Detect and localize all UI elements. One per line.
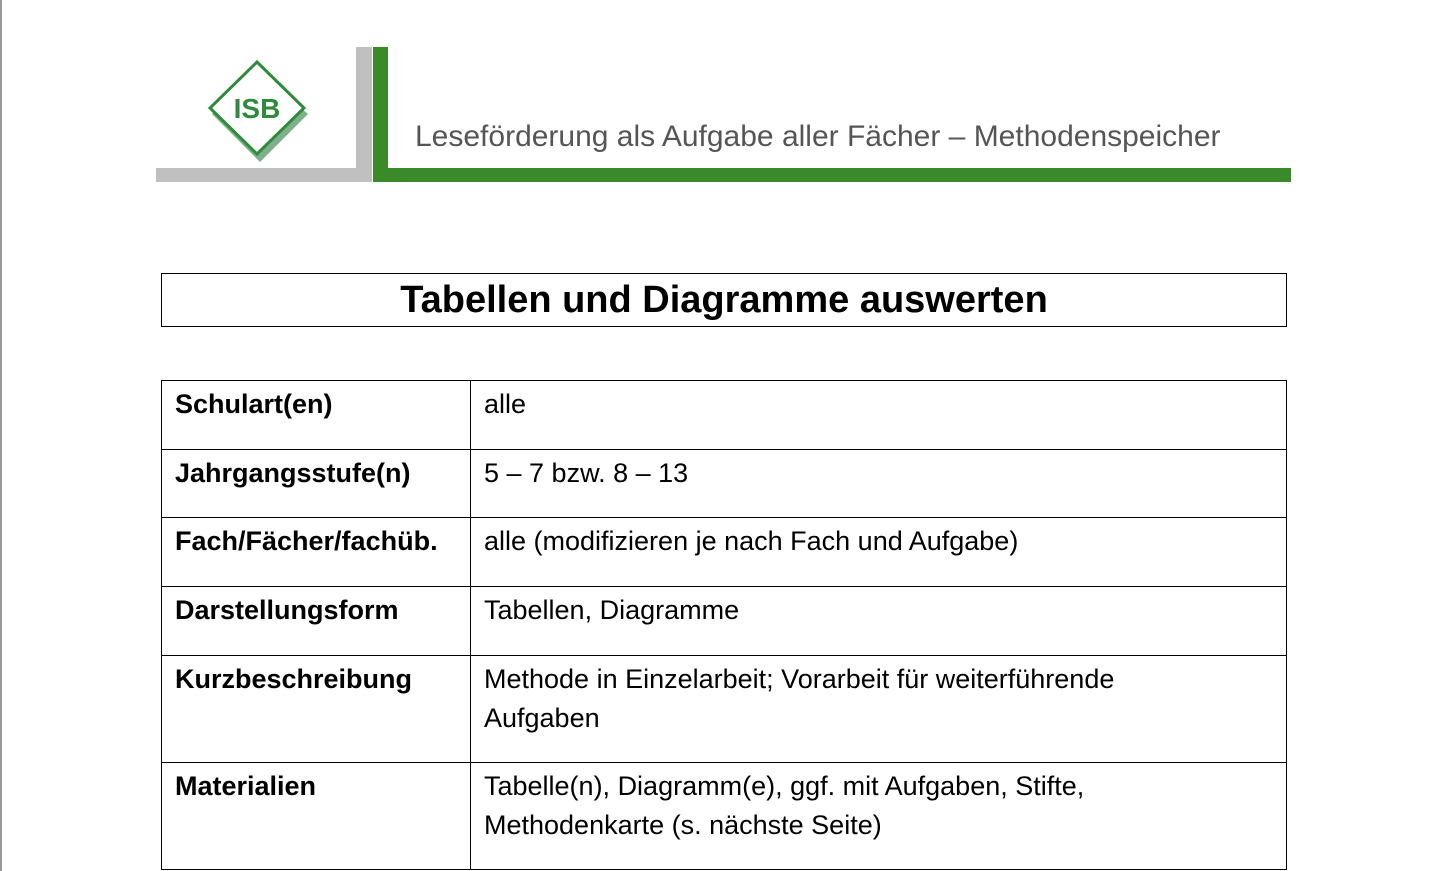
header-green-horizontal-bar xyxy=(373,168,1291,182)
row-label: Jahrgangsstufe(n) xyxy=(162,450,471,518)
row-value: Methode in Einzelarbeit; Vorarbeit für weiterführende Aufgaben xyxy=(471,656,1287,763)
table-row xyxy=(162,518,1287,587)
table-row xyxy=(162,381,1287,450)
row-label: Kurzbeschreibung xyxy=(162,656,471,763)
table-row xyxy=(162,450,1287,518)
isb-logo xyxy=(202,58,312,168)
header-gray-vertical-bar xyxy=(356,47,372,182)
table-row xyxy=(162,656,1287,763)
row-label: Materialien xyxy=(162,763,471,870)
row-value: Tabellen, Diagramme xyxy=(471,587,1287,656)
row-label: Schulart(en) xyxy=(162,381,471,450)
row-label: Darstellungsform xyxy=(162,587,471,656)
row-value: Tabelle(n), Diagramm(e), ggf. mit Aufgaben, Stifte, Methodenkarte (s. nächste Seite) xyxy=(471,763,1287,870)
info-table xyxy=(161,380,1287,870)
header-gray-horizontal-bar xyxy=(156,168,372,182)
row-value: alle xyxy=(471,381,1287,450)
row-value: 5 – 7 bzw. 8 – 13 xyxy=(471,450,1287,518)
row-label: Fach/Fächer/fachüb. xyxy=(162,518,471,587)
header-title: Leseförderung als Aufgabe aller Fächer – Methodenspeicher xyxy=(415,120,1221,153)
logo-text: ISB xyxy=(233,93,281,124)
document-title-box xyxy=(161,273,1287,327)
table-row xyxy=(162,587,1287,656)
table-row xyxy=(162,763,1287,870)
header-green-vertical-bar xyxy=(373,47,388,182)
row-value: alle (modifizieren je nach Fach und Aufgabe) xyxy=(471,518,1287,587)
document-title: Tabellen und Diagramme auswerten xyxy=(400,278,1048,321)
